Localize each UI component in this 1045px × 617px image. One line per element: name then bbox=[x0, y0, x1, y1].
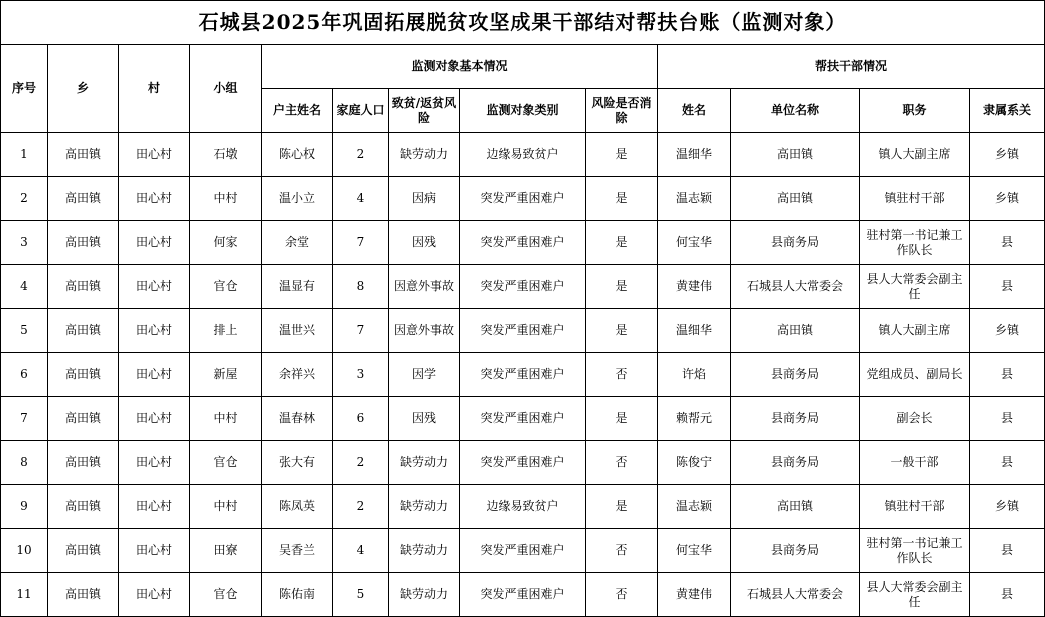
cell-helper: 何宝华 bbox=[658, 529, 731, 573]
cell-affiliation: 乡镇 bbox=[970, 309, 1045, 353]
cell-village: 田心村 bbox=[119, 485, 190, 529]
header-monitor-group: 监测对象基本情况 bbox=[262, 45, 658, 89]
table-row bbox=[1, 133, 1045, 177]
cell-unit: 县商务局 bbox=[731, 353, 860, 397]
cell-cleared: 是 bbox=[586, 309, 658, 353]
cell-position: 驻村第一书记兼工作队长 bbox=[860, 221, 970, 265]
cell-position: 县人大常委会副主任 bbox=[860, 265, 970, 309]
cell-unit: 高田镇 bbox=[731, 133, 860, 177]
cell-affiliation: 县 bbox=[970, 353, 1045, 397]
cell-seq: 3 bbox=[1, 221, 48, 265]
cell-helper: 黄建伟 bbox=[658, 573, 731, 617]
cell-unit: 县商务局 bbox=[731, 397, 860, 441]
cell-village: 田心村 bbox=[119, 573, 190, 617]
cell-category: 边缘易致贫户 bbox=[460, 485, 586, 529]
cell-cleared: 是 bbox=[586, 485, 658, 529]
cell-householder: 陈凤英 bbox=[262, 485, 333, 529]
cell-township: 高田镇 bbox=[48, 529, 119, 573]
cell-cleared: 是 bbox=[586, 265, 658, 309]
cell-position: 一般干部 bbox=[860, 441, 970, 485]
cell-seq: 10 bbox=[1, 529, 48, 573]
cell-family-size: 2 bbox=[333, 441, 389, 485]
cell-cleared: 否 bbox=[586, 529, 658, 573]
header-group: 小组 bbox=[190, 45, 262, 133]
header-helper-group: 帮扶干部情况 bbox=[658, 45, 1045, 89]
cell-unit: 石城县人大常委会 bbox=[731, 265, 860, 309]
cell-helper: 黄建伟 bbox=[658, 265, 731, 309]
cell-affiliation: 县 bbox=[970, 397, 1045, 441]
header-township: 乡 bbox=[48, 45, 119, 133]
cell-affiliation: 县 bbox=[970, 529, 1045, 573]
cell-township: 高田镇 bbox=[48, 221, 119, 265]
cell-helper: 赖帮元 bbox=[658, 397, 731, 441]
cell-family-size: 2 bbox=[333, 133, 389, 177]
cell-category: 突发严重困难户 bbox=[460, 265, 586, 309]
cell-affiliation: 乡镇 bbox=[970, 133, 1045, 177]
cell-category: 突发严重困难户 bbox=[460, 309, 586, 353]
cell-family-size: 5 bbox=[333, 573, 389, 617]
cell-risk: 缺劳动力 bbox=[389, 529, 460, 573]
cell-group: 新屋 bbox=[190, 353, 262, 397]
cell-township: 高田镇 bbox=[48, 397, 119, 441]
header-risk: 致贫/返贫风险 bbox=[389, 89, 460, 133]
cell-township: 高田镇 bbox=[48, 353, 119, 397]
cell-affiliation: 县 bbox=[970, 441, 1045, 485]
cell-village: 田心村 bbox=[119, 221, 190, 265]
cell-family-size: 2 bbox=[333, 485, 389, 529]
cell-group: 中村 bbox=[190, 397, 262, 441]
table-row bbox=[1, 485, 1045, 529]
cell-householder: 张大有 bbox=[262, 441, 333, 485]
cell-category: 突发严重困难户 bbox=[460, 441, 586, 485]
cell-unit: 高田镇 bbox=[731, 485, 860, 529]
cell-family-size: 3 bbox=[333, 353, 389, 397]
cell-helper: 温志颖 bbox=[658, 177, 731, 221]
header-risk-cleared: 风险是否消除 bbox=[586, 89, 658, 133]
header-helper-name: 姓名 bbox=[658, 89, 731, 133]
cell-cleared: 否 bbox=[586, 573, 658, 617]
cell-group: 中村 bbox=[190, 485, 262, 529]
cell-risk: 因意外事故 bbox=[389, 265, 460, 309]
cell-family-size: 7 bbox=[333, 221, 389, 265]
cell-helper: 许焰 bbox=[658, 353, 731, 397]
header-category: 监测对象类别 bbox=[460, 89, 586, 133]
cell-village: 田心村 bbox=[119, 441, 190, 485]
cell-risk: 因残 bbox=[389, 397, 460, 441]
cell-unit: 高田镇 bbox=[731, 177, 860, 221]
cell-seq: 7 bbox=[1, 397, 48, 441]
cell-family-size: 6 bbox=[333, 397, 389, 441]
cell-category: 突发严重困难户 bbox=[460, 177, 586, 221]
cell-position: 镇驻村干部 bbox=[860, 485, 970, 529]
cell-affiliation: 县 bbox=[970, 265, 1045, 309]
cell-group: 中村 bbox=[190, 177, 262, 221]
cell-category: 突发严重困难户 bbox=[460, 573, 586, 617]
cell-family-size: 4 bbox=[333, 177, 389, 221]
page-title: 石城县2025年巩固拓展脱贫攻坚成果干部结对帮扶台账（监测对象） bbox=[1, 1, 1045, 45]
cell-cleared: 是 bbox=[586, 221, 658, 265]
cell-seq: 8 bbox=[1, 441, 48, 485]
table-row bbox=[1, 221, 1045, 265]
header-village: 村 bbox=[119, 45, 190, 133]
header-unit: 单位名称 bbox=[731, 89, 860, 133]
table-row bbox=[1, 177, 1045, 221]
cell-seq: 1 bbox=[1, 133, 48, 177]
cell-risk: 缺劳动力 bbox=[389, 441, 460, 485]
cell-cleared: 是 bbox=[586, 397, 658, 441]
cell-township: 高田镇 bbox=[48, 309, 119, 353]
cell-unit: 高田镇 bbox=[731, 309, 860, 353]
cell-risk: 因学 bbox=[389, 353, 460, 397]
cell-village: 田心村 bbox=[119, 177, 190, 221]
table-row bbox=[1, 353, 1045, 397]
cell-risk: 因残 bbox=[389, 221, 460, 265]
cell-category: 突发严重困难户 bbox=[460, 529, 586, 573]
header-family-size: 家庭人口 bbox=[333, 89, 389, 133]
cell-category: 边缘易致贫户 bbox=[460, 133, 586, 177]
cell-village: 田心村 bbox=[119, 529, 190, 573]
cell-householder: 温春林 bbox=[262, 397, 333, 441]
cell-category: 突发严重困难户 bbox=[460, 397, 586, 441]
cell-group: 官仓 bbox=[190, 441, 262, 485]
cell-unit: 县商务局 bbox=[731, 529, 860, 573]
cell-unit: 县商务局 bbox=[731, 441, 860, 485]
cell-group: 排上 bbox=[190, 309, 262, 353]
header-position: 职务 bbox=[860, 89, 970, 133]
cell-village: 田心村 bbox=[119, 353, 190, 397]
cell-position: 镇人大副主席 bbox=[860, 133, 970, 177]
table-row bbox=[1, 265, 1045, 309]
cell-unit: 石城县人大常委会 bbox=[731, 573, 860, 617]
cell-village: 田心村 bbox=[119, 397, 190, 441]
cell-position: 县人大常委会副主任 bbox=[860, 573, 970, 617]
cell-householder: 余祥兴 bbox=[262, 353, 333, 397]
cell-cleared: 是 bbox=[586, 177, 658, 221]
cell-cleared: 否 bbox=[586, 441, 658, 485]
cell-group: 田寮 bbox=[190, 529, 262, 573]
cell-seq: 9 bbox=[1, 485, 48, 529]
cell-township: 高田镇 bbox=[48, 265, 119, 309]
cell-affiliation: 县 bbox=[970, 573, 1045, 617]
cell-helper: 温志颖 bbox=[658, 485, 731, 529]
cell-householder: 陈心权 bbox=[262, 133, 333, 177]
table-body bbox=[1, 133, 1045, 617]
cell-township: 高田镇 bbox=[48, 177, 119, 221]
cell-village: 田心村 bbox=[119, 133, 190, 177]
cell-householder: 陈佑南 bbox=[262, 573, 333, 617]
cell-group: 官仓 bbox=[190, 265, 262, 309]
header-affiliation: 隶属系关 bbox=[970, 89, 1045, 133]
table-row bbox=[1, 573, 1045, 617]
cell-seq: 6 bbox=[1, 353, 48, 397]
cell-risk: 因意外事故 bbox=[389, 309, 460, 353]
cell-householder: 余堂 bbox=[262, 221, 333, 265]
cell-category: 突发严重困难户 bbox=[460, 221, 586, 265]
cell-group: 何家 bbox=[190, 221, 262, 265]
table-row bbox=[1, 397, 1045, 441]
cell-helper: 温细华 bbox=[658, 133, 731, 177]
cell-village: 田心村 bbox=[119, 265, 190, 309]
cell-seq: 4 bbox=[1, 265, 48, 309]
cell-helper: 陈俊宁 bbox=[658, 441, 731, 485]
cell-position: 副会长 bbox=[860, 397, 970, 441]
cell-position: 镇人大副主席 bbox=[860, 309, 970, 353]
cell-seq: 2 bbox=[1, 177, 48, 221]
cell-family-size: 7 bbox=[333, 309, 389, 353]
cell-helper: 温细华 bbox=[658, 309, 731, 353]
cell-risk: 缺劳动力 bbox=[389, 485, 460, 529]
table-row bbox=[1, 529, 1045, 573]
table-row bbox=[1, 309, 1045, 353]
cell-category: 突发严重困难户 bbox=[460, 353, 586, 397]
cell-township: 高田镇 bbox=[48, 133, 119, 177]
cell-householder: 吴香兰 bbox=[262, 529, 333, 573]
cell-position: 镇驻村干部 bbox=[860, 177, 970, 221]
cell-group: 石墩 bbox=[190, 133, 262, 177]
cell-affiliation: 乡镇 bbox=[970, 485, 1045, 529]
cell-risk: 缺劳动力 bbox=[389, 573, 460, 617]
cell-position: 驻村第一书记兼工作队长 bbox=[860, 529, 970, 573]
cell-seq: 5 bbox=[1, 309, 48, 353]
table-row bbox=[1, 441, 1045, 485]
cell-family-size: 4 bbox=[333, 529, 389, 573]
cell-family-size: 8 bbox=[333, 265, 389, 309]
cell-township: 高田镇 bbox=[48, 441, 119, 485]
cell-risk: 因病 bbox=[389, 177, 460, 221]
cell-affiliation: 县 bbox=[970, 221, 1045, 265]
cell-unit: 县商务局 bbox=[731, 221, 860, 265]
cell-village: 田心村 bbox=[119, 309, 190, 353]
cell-cleared: 是 bbox=[586, 133, 658, 177]
header-householder: 户主姓名 bbox=[262, 89, 333, 133]
cell-helper: 何宝华 bbox=[658, 221, 731, 265]
cell-group: 官仓 bbox=[190, 573, 262, 617]
cell-affiliation: 乡镇 bbox=[970, 177, 1045, 221]
header-seq: 序号 bbox=[1, 45, 48, 133]
cell-risk: 缺劳动力 bbox=[389, 133, 460, 177]
cell-householder: 温显有 bbox=[262, 265, 333, 309]
cell-seq: 11 bbox=[1, 573, 48, 617]
cell-householder: 温小立 bbox=[262, 177, 333, 221]
cell-householder: 温世兴 bbox=[262, 309, 333, 353]
cell-cleared: 否 bbox=[586, 353, 658, 397]
cell-township: 高田镇 bbox=[48, 573, 119, 617]
cell-position: 党组成员、副局长 bbox=[860, 353, 970, 397]
cell-township: 高田镇 bbox=[48, 485, 119, 529]
